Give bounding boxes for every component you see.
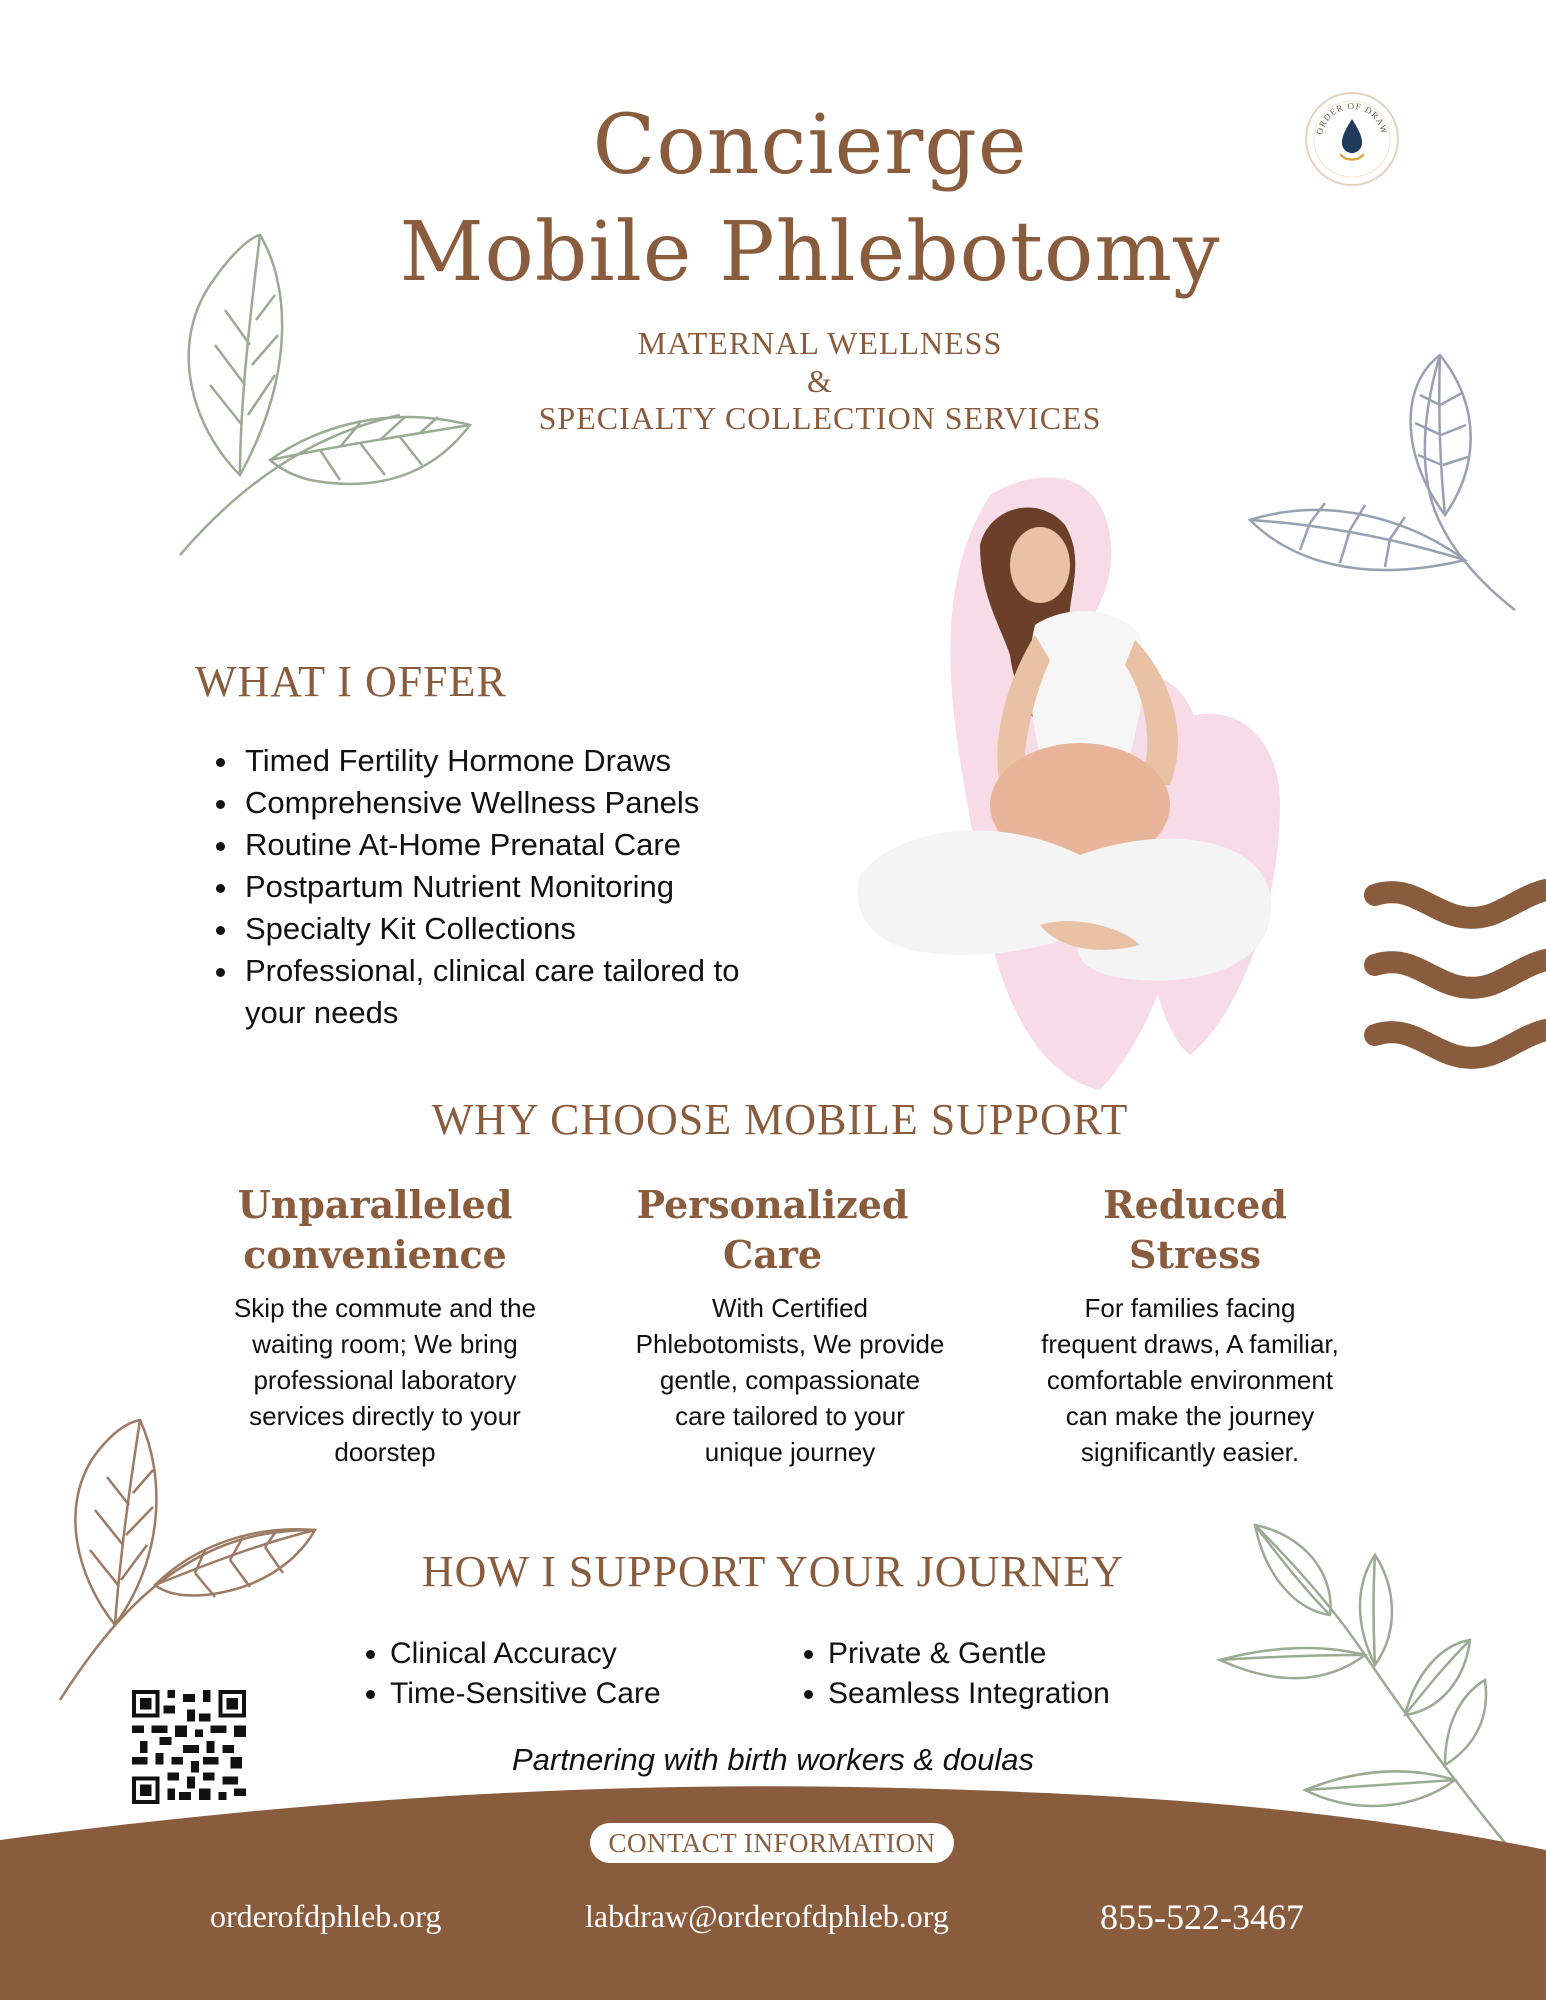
column-body-line: Skip the commute and the — [233, 1293, 537, 1323]
footer-band — [0, 1780, 1546, 2000]
column-body-line: frequent draws, A familiar, — [1041, 1329, 1339, 1359]
wave-lines-icon — [1360, 870, 1546, 1070]
email-link[interactable]: labdraw@orderofdphleb.org — [585, 1898, 949, 1934]
subtitle-line-2: & — [807, 363, 833, 399]
column-body-line: waiting room; We bring — [252, 1329, 518, 1359]
column-title-reduced-stress — [1020, 1180, 1370, 1280]
column-body-reduced-stress — [1005, 1290, 1375, 1470]
column-title-convenience — [200, 1180, 550, 1280]
column-body-line: unique journey — [704, 1437, 876, 1467]
support-item: • Seamless Integration — [828, 1674, 1110, 1714]
column-body-line: doorstep — [334, 1437, 436, 1467]
how-i-support-heading: HOW I SUPPORT YOUR JOURNEY — [421, 1547, 1125, 1596]
column-title-line: Unparalleled — [237, 1182, 513, 1227]
column-body-line: significantly easier. — [1080, 1437, 1300, 1467]
column-body-line: For families facing — [1084, 1293, 1296, 1323]
support-item: • Time-Sensitive Care — [390, 1674, 661, 1714]
offer-item: • Specialty Kit Collections — [241, 908, 801, 950]
column-body-line: gentle, compassionate — [659, 1365, 921, 1395]
column-body-line: With Certified — [711, 1293, 869, 1323]
logo-text: ORDER OF DRAW — [1314, 100, 1390, 136]
column-title-line: convenience — [243, 1232, 507, 1277]
phone-link[interactable]: 855-522-3467 — [1100, 1897, 1304, 1937]
subtitle-line-3: SPECIALTY COLLECTION SERVICES — [538, 400, 1102, 436]
column-body-convenience — [200, 1290, 570, 1470]
offer-item: • Comprehensive Wellness Panels — [241, 782, 801, 824]
column-title-line: Stress — [1129, 1232, 1261, 1277]
why-choose-heading: WHY CHOOSE MOBILE SUPPORT — [431, 1095, 1129, 1144]
column-title-line: Personalized — [636, 1182, 909, 1227]
column-body-line: comfortable environment — [1046, 1365, 1334, 1395]
support-list-left — [356, 1634, 661, 1714]
support-list-right — [794, 1634, 1110, 1714]
subtitle-line-1: MATERNAL WELLNESS — [637, 325, 1003, 361]
column-title-line: Care — [722, 1232, 823, 1277]
offer-item: • Postpartum Nutrient Monitoring — [241, 866, 801, 908]
offer-list — [205, 740, 801, 1034]
column-body-line: Phlebotomists, We provide — [635, 1329, 945, 1359]
pregnant-woman-photo — [840, 455, 1340, 1095]
column-body-line: can make the journey — [1065, 1401, 1315, 1431]
support-item: • Clinical Accuracy — [390, 1634, 661, 1674]
support-item: • Private & Gentle — [828, 1634, 1110, 1674]
column-title-personalized — [600, 1180, 945, 1280]
column-title-line: Reduced — [1103, 1182, 1287, 1227]
column-body-line: services directly to your — [249, 1401, 521, 1431]
column-body-line: professional laboratory — [253, 1365, 517, 1395]
title-line-2: Mobile Phlebotomy — [399, 205, 1221, 300]
offer-item: • Professional, clinical care tailored to your needs — [241, 950, 801, 1034]
title-line-1: Concierge — [592, 98, 1028, 193]
column-body-line: care tailored to your — [675, 1401, 905, 1431]
offer-item: • Routine At-Home Prenatal Care — [241, 824, 801, 866]
what-i-offer-heading: WHAT I OFFER — [195, 657, 507, 706]
column-body-personalized — [600, 1290, 980, 1470]
contact-information-label: CONTACT INFORMATION — [590, 1823, 954, 1863]
tagline: Partnering with birth workers & doulas — [511, 1742, 1035, 1777]
website-link[interactable]: orderofdphleb.org — [210, 1898, 442, 1934]
offer-item: • Timed Fertility Hormone Draws — [241, 740, 801, 782]
